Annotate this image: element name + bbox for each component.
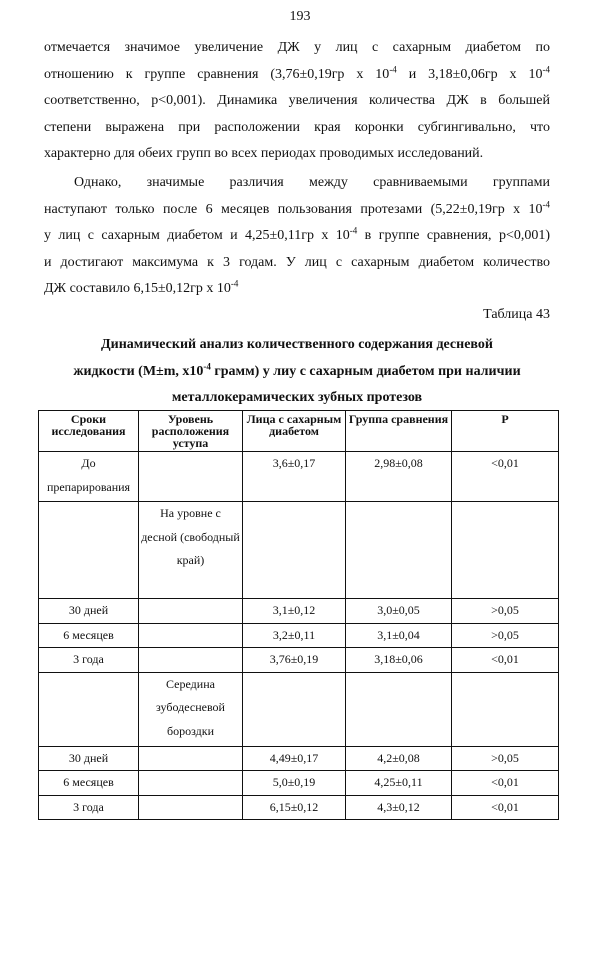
cell-p: >0,05 <box>452 746 559 771</box>
cell-period: 30 дней <box>39 599 139 624</box>
cell-p: >0,05 <box>452 623 559 648</box>
table-row <box>39 648 559 673</box>
cell-period: 3 года <box>39 795 139 820</box>
paragraph-2-line-5: ДЖ составило 6,15±0,12гр х $10^{-4}$ <box>44 278 239 296</box>
paragraph-2-line-1: Однако, значимые различия между сравниваемыми группами <box>74 175 550 190</box>
table-title-line-3: металлокерамических зубных протезов <box>171 390 423 405</box>
cell-diabetes <box>243 672 346 746</box>
cell-p: <0,01 <box>452 648 559 673</box>
cell-p: >0,05 <box>452 599 559 624</box>
table-header-row <box>39 411 559 452</box>
cell-p: <0,01 <box>452 452 559 502</box>
paragraph-2-line-4: и достигают максимума к 3 годам. У лиц с сахарным диабетом количество <box>44 254 550 270</box>
cell-diabetes: 3,1±0,12 <box>243 599 346 624</box>
cell-period: До препарирования <box>39 452 139 502</box>
table-row <box>39 795 559 820</box>
cell-comparison: 3,0±0,05 <box>346 599 452 624</box>
table-title-line-2: жидкости (M±m, $x10^{-4}$ грамм) у лиу с сахарным диабетом при наличии <box>73 360 521 379</box>
paragraph-1-line-1: отмечается значимое увеличение ДЖ у лиц с сахарным диабетом по <box>44 40 550 55</box>
cell-comparison: 2,98±0,08 <box>346 452 452 502</box>
cell-level <box>139 452 243 502</box>
page-number: 193 <box>289 9 311 24</box>
cell-p: <0,01 <box>452 771 559 796</box>
header-level: Уровень расположения уступа <box>139 411 243 452</box>
cell-comparison: 4,3±0,12 <box>346 795 452 820</box>
paragraph-1-line-2: отношению к группе сравнения (3,76±0,19гр х $10^{-4}$ и 3,18±0,06гр х $10^{-4}$ <box>44 63 550 82</box>
cell-level <box>139 795 243 820</box>
data-table <box>38 410 559 820</box>
header-period: Сроки исследования <box>39 411 139 452</box>
table-title <box>44 332 550 412</box>
cell-diabetes: 3,2±0,11 <box>243 623 346 648</box>
table-row <box>39 502 559 599</box>
paragraph-2-line-2: наступают только после 6 месяцев пользования протезами (5,22±0,19гр х $10^{-4}$ <box>44 198 550 217</box>
cell-period: 6 месяцев <box>39 771 139 796</box>
header-comparison: Группа сравнения <box>346 411 452 452</box>
cell-level: На уровне с десной (свободный край) <box>139 502 243 599</box>
table-title-line-1: Динамический анализ количественного содержания десневой <box>101 337 493 352</box>
cell-level <box>139 599 243 624</box>
cell-diabetes <box>243 502 346 599</box>
cell-comparison <box>346 502 452 599</box>
cell-comparison: 3,18±0,06 <box>346 648 452 673</box>
cell-p <box>452 502 559 599</box>
cell-diabetes: 6,15±0,12 <box>243 795 346 820</box>
paragraph-1 <box>44 35 550 168</box>
cell-comparison <box>346 672 452 746</box>
paragraph-2-line-3: у лиц с сахарным диабетом и 4,25±0,11гр х $10^{-4}$ в группе сравнения, р<0,001) <box>44 225 550 243</box>
cell-level <box>139 771 243 796</box>
cell-level: Середина зубодесневой бороздки <box>139 672 243 746</box>
cell-level <box>139 648 243 673</box>
cell-p <box>452 672 559 746</box>
table-label: Таблица 43 <box>483 307 550 322</box>
cell-diabetes: 3,6±0,17 <box>243 452 346 502</box>
table-row <box>39 746 559 771</box>
cell-comparison: 4,25±0,11 <box>346 771 452 796</box>
table-row <box>39 672 559 746</box>
cell-period <box>39 672 139 746</box>
cell-diabetes: 5,0±0,19 <box>243 771 346 796</box>
table-row <box>39 599 559 624</box>
paragraph-1-line-4: степени выражена при расположении края коронки субгингивально, что <box>44 119 550 135</box>
cell-comparison: 4,2±0,08 <box>346 746 452 771</box>
cell-period: 6 месяцев <box>39 623 139 648</box>
cell-level <box>139 623 243 648</box>
table-row <box>39 771 559 796</box>
cell-level <box>139 746 243 771</box>
cell-period: 3 года <box>39 648 139 673</box>
cell-comparison: 3,1±0,04 <box>346 623 452 648</box>
header-diabetes: Лица с сахарным диабетом <box>243 411 346 452</box>
cell-diabetes: 3,76±0,19 <box>243 648 346 673</box>
paragraph-1-line-5: характерно для обеих групп во всех периодах проводимых исследований. <box>44 146 484 161</box>
cell-period <box>39 502 139 599</box>
table-row <box>39 452 559 502</box>
cell-period: 30 дней <box>39 746 139 771</box>
paragraph-2 <box>44 170 550 303</box>
cell-diabetes: 4,49±0,17 <box>243 746 346 771</box>
header-p: P <box>452 411 559 452</box>
table-row <box>39 623 559 648</box>
paragraph-1-line-3: соответственно, р<0,001). Динамика увеличения количества ДЖ в большей <box>44 93 550 108</box>
cell-p: <0,01 <box>452 795 559 820</box>
